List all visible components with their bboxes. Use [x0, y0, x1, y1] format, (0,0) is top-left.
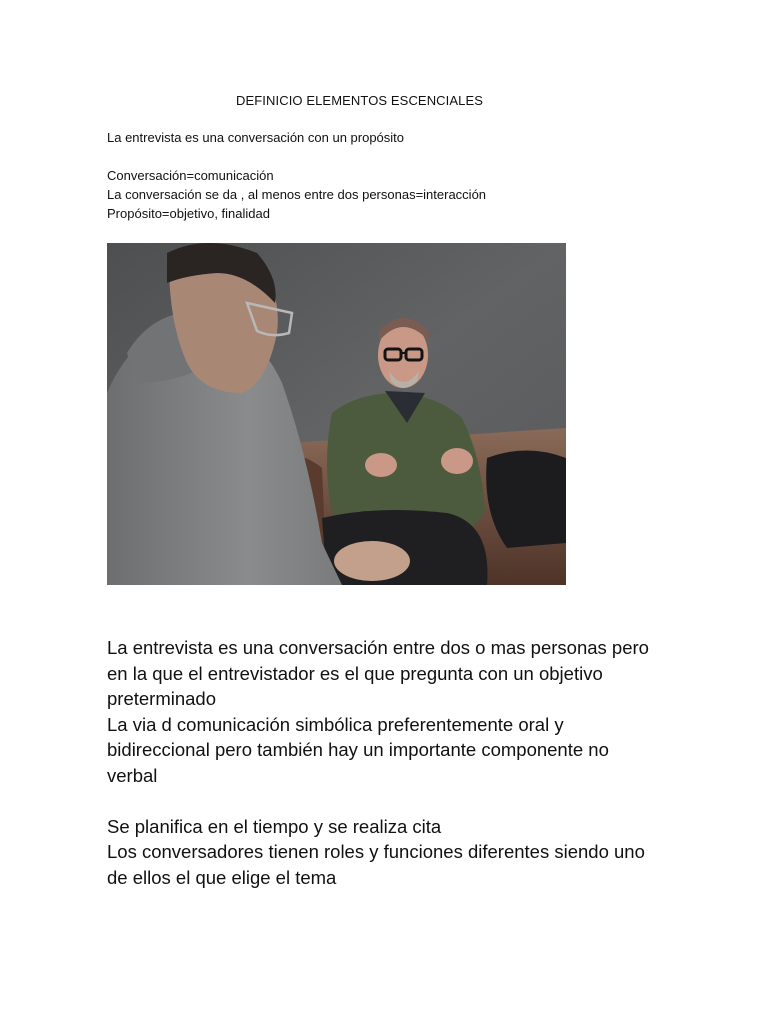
page-title: DEFINICIO ELEMENTOS ESCENCIALES [236, 93, 484, 108]
interview-photo [107, 243, 566, 585]
intro-line: Propósito=objetivo, finalidad [107, 206, 270, 221]
body-line: Los conversadores tienen roles y funciones diferentes siendo uno [107, 841, 645, 862]
body-line: de ellos el que elige el tema [107, 866, 337, 888]
body-line: bidireccional pero también hay un importante componente no [107, 739, 609, 760]
body-line: Se planifica en el tiempo y se realiza cita [107, 815, 442, 837]
intro-line: La conversación se da , al menos entre dos personas=interacción [107, 187, 487, 202]
body-line: preterminado [107, 688, 217, 709]
body-line: La entrevista es una conversación entre dos o mas personas pero [107, 637, 649, 658]
body-line: La via d comunicación simbólica preferentemente oral y [107, 713, 564, 735]
body-line: verbal [107, 764, 158, 786]
body-line: en la que el entrevistador es el que pregunta con un objetivo [107, 662, 603, 684]
intro-line: La entrevista es una conversación con un propósito [107, 130, 405, 145]
intro-line: Conversación=comunicación [107, 168, 274, 183]
